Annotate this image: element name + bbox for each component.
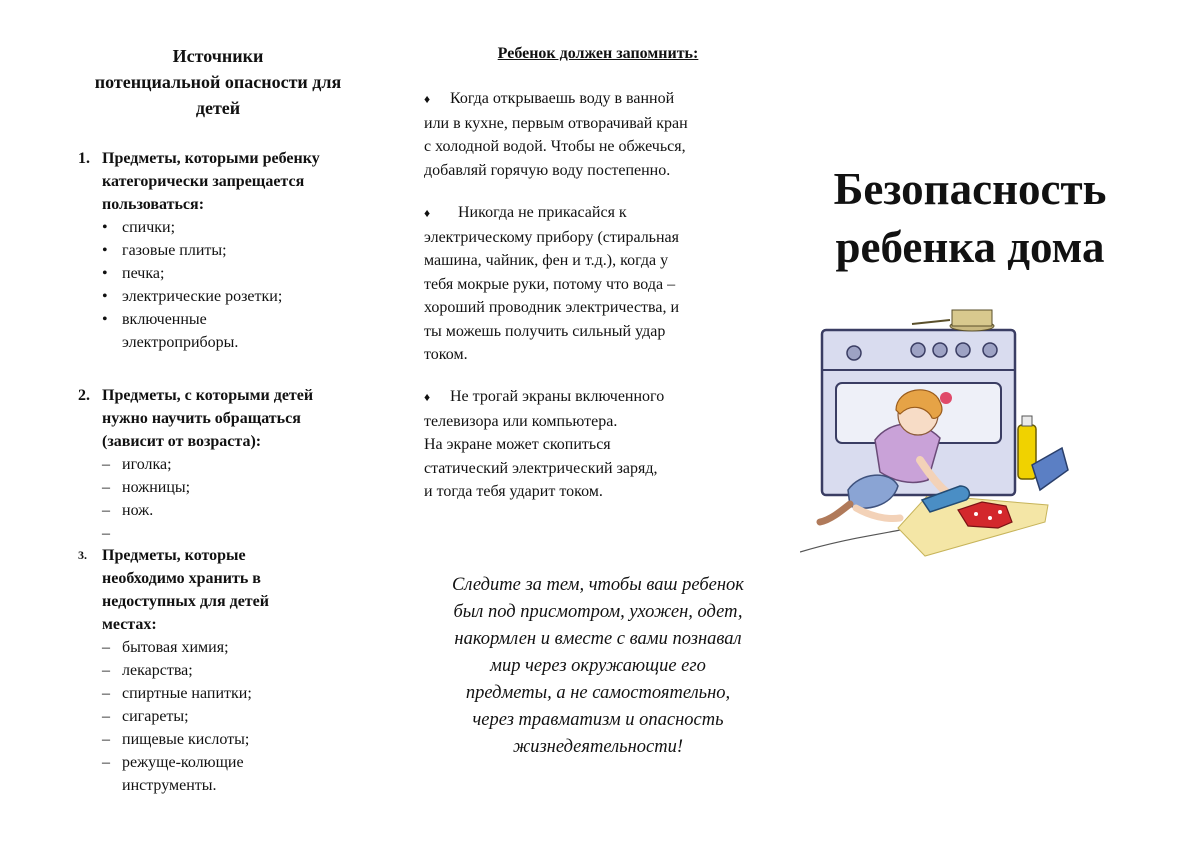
section-heading: 1. Предметы, которыми ребенку категорически запрещается пользоваться: — [78, 150, 320, 213]
forbidden-items-list — [78, 216, 378, 354]
rule-screens: ♦ Не трогай экраны включенного телевизора или компьютера. На экране может скопиться статический электрический заряд, и тогда тебя ударит током. — [424, 388, 665, 500]
list-item: – спиртные напитки; — [102, 685, 252, 702]
list-item: – нож. — [102, 502, 154, 519]
list-item: • включенные — [102, 311, 207, 328]
list-item: – ножницы; — [102, 479, 191, 496]
brochure-title: Безопасность ребенка дома — [833, 164, 1107, 272]
section-forbidden-items — [78, 147, 378, 354]
list-item: – бытовая химия; — [102, 639, 229, 656]
list-item: • газовые плиты; — [102, 242, 227, 259]
list-item: – пищевые кислоты; — [102, 731, 250, 748]
list-item: • спички; — [102, 219, 176, 236]
rule-water-tap: ♦ Когда открываешь воду в ванной или в кухне, первым отворачивай кран с холодной водой. Чтобы не обжечься, добавляй горячую воду постепенно. — [424, 90, 688, 179]
diamond-bullet-icon: ♦ — [424, 92, 431, 106]
list-item: – иголка; — [102, 456, 172, 473]
parent-advice: Следите за тем, чтобы ваш ребенок был под присмотром, ухожен, одет, накормлен и вместе с вами познавал мир через окружающие его предметы, а не самостоятельно, через травматизм и опасность жизнедеятельности! — [452, 575, 744, 757]
section-heading: 3. Предметы, которые необходимо хранить в недоступных для детей местах: — [78, 547, 269, 633]
teach-items-list — [78, 453, 378, 545]
section-heading: 2. Предметы, с которыми детей нужно научить обращаться (зависит от возраста): — [78, 387, 314, 450]
section-teach-items — [78, 384, 378, 545]
hazard-sources-title: Источники потенциальной опасности для детей — [94, 46, 342, 118]
diamond-bullet-icon: ♦ — [424, 390, 431, 404]
list-item: инструменты. — [122, 777, 217, 794]
section-store-away-items — [78, 544, 378, 797]
girl-ironing-near-stove-illustration — [800, 290, 1090, 560]
list-item: – режуще-колющие — [102, 754, 244, 771]
child-rules-title: Ребенок должен запомнить: — [497, 45, 699, 62]
list-item: – — [102, 525, 110, 542]
rule-wet-hands: ♦ Никогда не прикасайся к электрическому прибору (стиральная машина, чайник, фен и т.д.), когда у тебя мокрые руки, потому что вода – хороший проводник электричества, и ты можешь получить сильный удар током. — [424, 204, 680, 363]
list-item: • электрические розетки; — [102, 288, 283, 305]
store-away-items-list — [78, 636, 378, 797]
list-item: – сигареты; — [102, 708, 189, 725]
list-item: – лекарства; — [102, 662, 193, 679]
list-item: • печка; — [102, 265, 165, 282]
diamond-bullet-icon: ♦ — [424, 206, 431, 220]
list-item: электроприборы. — [122, 334, 239, 351]
